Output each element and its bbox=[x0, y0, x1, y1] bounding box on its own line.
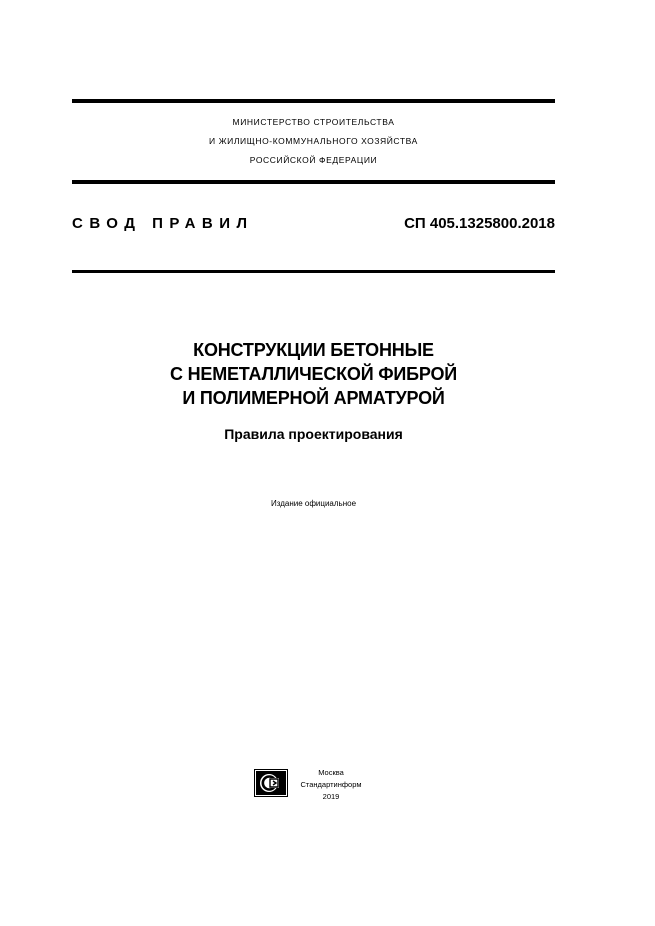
document-subtitle: Правила проектирования bbox=[224, 426, 403, 442]
imprint-city: Москва bbox=[318, 768, 344, 777]
middle-rule bbox=[72, 180, 555, 184]
document-code: СП 405.1325800.2018 bbox=[404, 215, 555, 232]
imprint-publisher: Стандартинформ bbox=[300, 780, 362, 789]
ministry-line-3: РОССИЙСКОЙ ФЕДЕРАЦИИ bbox=[249, 155, 378, 165]
ministry-line-1: МИНИСТЕРСТВО СТРОИТЕЛЬСТВА bbox=[232, 117, 395, 127]
imprint-year: 2019 bbox=[322, 792, 340, 801]
edition-note: Издание официальное bbox=[270, 499, 357, 508]
document-type-label: СВОД ПРАВИЛ bbox=[72, 215, 254, 232]
imprint bbox=[293, 767, 369, 803]
title-line-3: И ПОЛИМЕРНОЙ АРМАТУРОЙ bbox=[182, 388, 445, 408]
standartinform-logo-icon bbox=[254, 769, 288, 797]
ministry-header bbox=[72, 113, 555, 170]
title-line-1: КОНСТРУКЦИИ БЕТОННЫЕ bbox=[193, 340, 434, 360]
ministry-line-2: И ЖИЛИЩНО-КОММУНАЛЬНОГО ХОЗЯЙСТВА bbox=[209, 136, 418, 146]
title-line-2: С НЕМЕТАЛЛИЧЕСКОЙ ФИБРОЙ bbox=[169, 364, 457, 384]
document-title bbox=[72, 338, 555, 410]
lower-rule bbox=[72, 270, 555, 273]
top-rule bbox=[72, 99, 555, 103]
